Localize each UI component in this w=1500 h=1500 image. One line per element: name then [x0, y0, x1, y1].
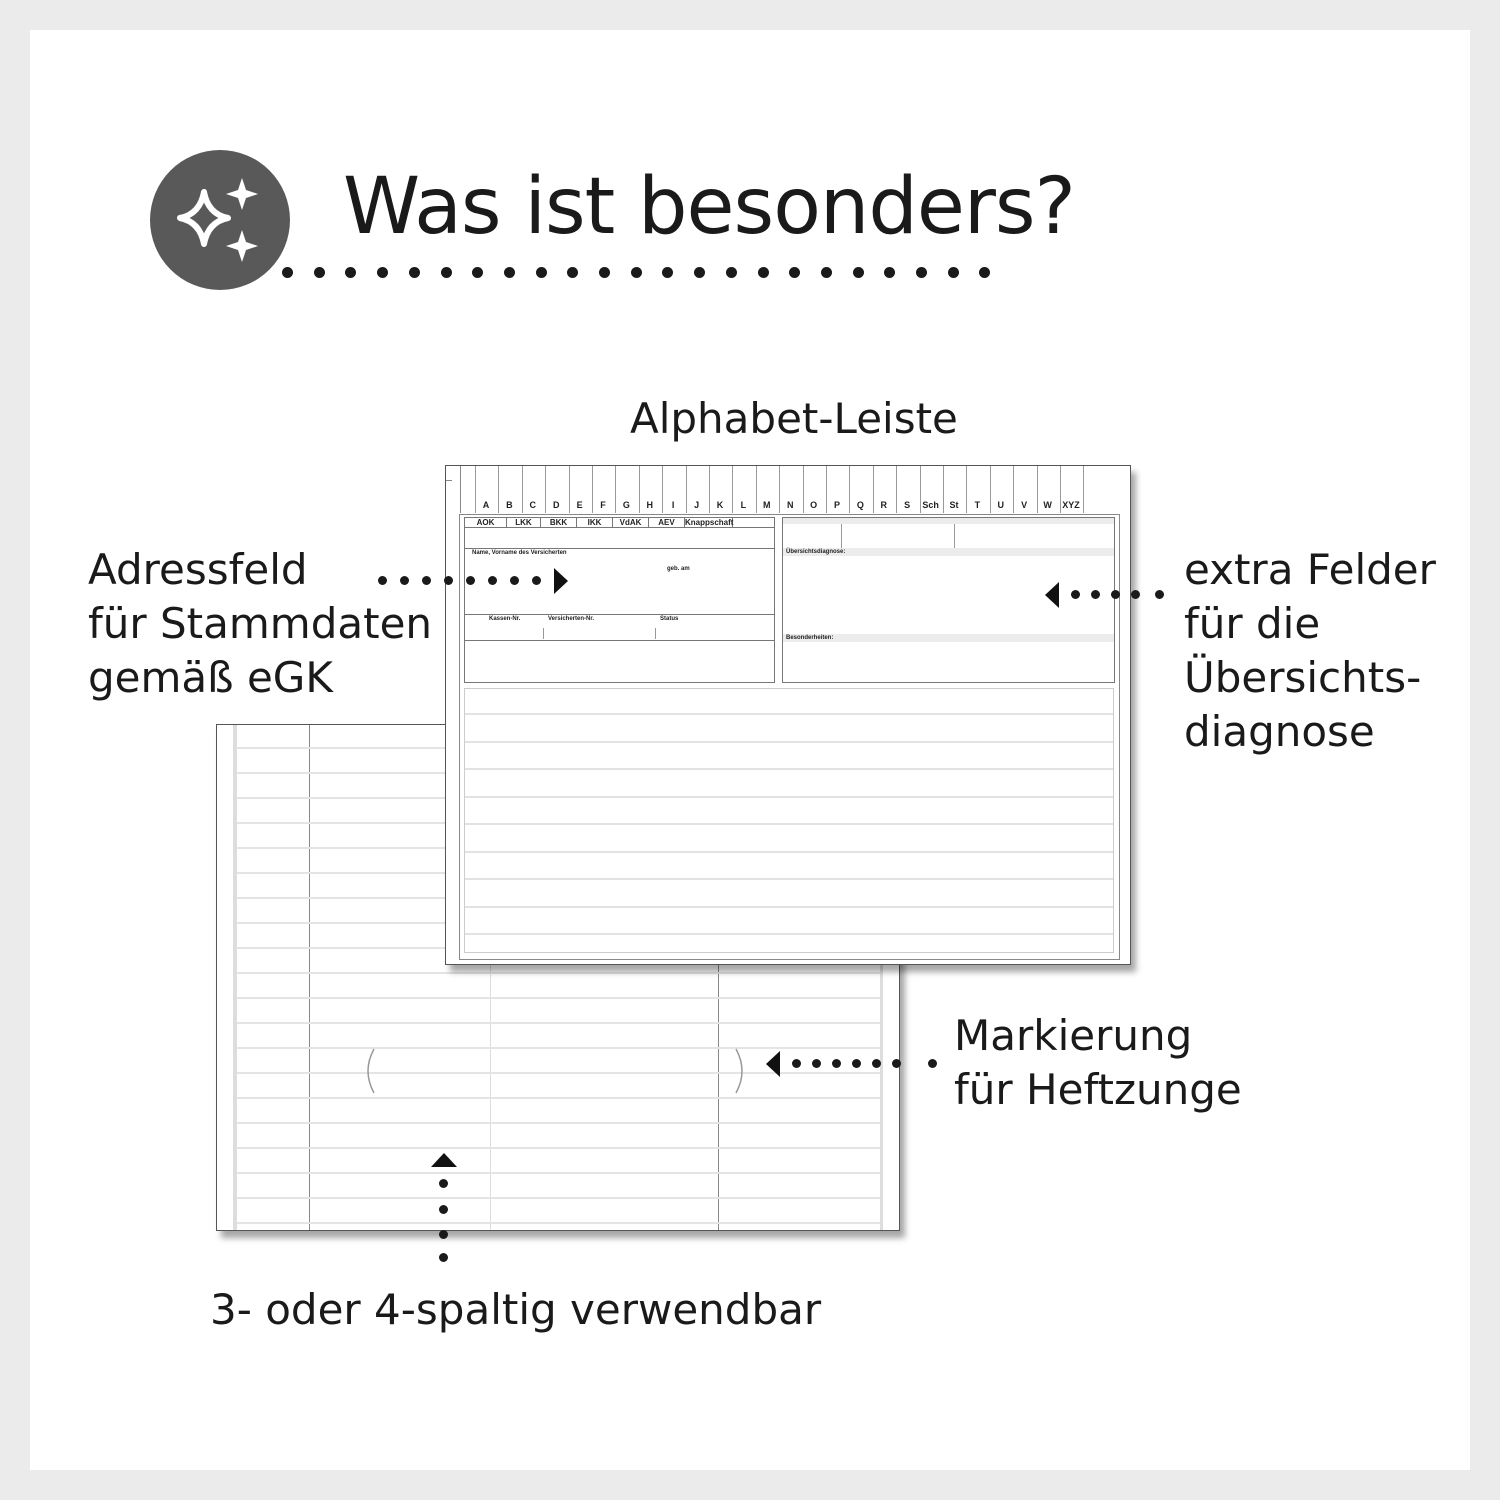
arrow-dot [1111, 590, 1120, 599]
arrow-dot [378, 576, 387, 585]
ruled-line [237, 972, 880, 974]
ruled-line [237, 1197, 880, 1199]
ruled-line [237, 1122, 880, 1124]
alphabet-tab-r[interactable]: R [880, 500, 888, 510]
alphabet-tab-i[interactable]: I [671, 500, 675, 510]
alphabet-tab-o[interactable]: O [810, 500, 818, 510]
extra-fields-label-line: für die [1184, 599, 1321, 648]
insurer-option: BKK [541, 518, 577, 527]
tab-mark-left-icon [362, 1047, 376, 1095]
arrow-dot [792, 1059, 801, 1068]
arrow-dot [488, 576, 497, 585]
tab-marking-label-line: für Heftzunge [954, 1065, 1242, 1114]
tab-mark-right-icon [734, 1047, 748, 1095]
alphabet-tab-e[interactable]: E [576, 500, 583, 510]
insurer-option: IKK [577, 518, 613, 527]
alphabet-tab-j[interactable]: J [694, 500, 700, 510]
insurer-option: AOK [465, 518, 507, 527]
underline-dot [314, 267, 325, 278]
extra-fields-label-line: extra Felder [1184, 545, 1436, 594]
arrow-dot [532, 576, 541, 585]
name-label: Name, Vorname des Versicherten [472, 550, 567, 556]
arrow-dot [400, 576, 409, 585]
underline-dot [536, 267, 547, 278]
insurer-option: LKK [507, 518, 541, 527]
underline-dot [853, 267, 864, 278]
extra-fields-label-line: Übersichts- [1184, 653, 1422, 702]
arrow-dot [439, 1179, 448, 1188]
ruled-line [465, 713, 1113, 715]
alphabet-tab-n[interactable]: N [786, 500, 794, 510]
alphabet-tab-k[interactable]: K [716, 500, 724, 510]
underline-dot [821, 267, 832, 278]
arrow-dot [1091, 590, 1100, 599]
arrow-up-icon [429, 1145, 459, 1175]
underline-dot [441, 267, 452, 278]
alphabet-bar-label: Alphabet-Leiste [630, 394, 958, 443]
arrow-dot [439, 1230, 448, 1239]
arrow-dot [1131, 590, 1140, 599]
ruled-line [465, 796, 1113, 798]
sparkles-icon [150, 150, 290, 290]
alphabet-tab-l[interactable]: L [740, 500, 747, 510]
arrow-dot [1071, 590, 1080, 599]
address-field-label-line: für Stammdaten [88, 599, 433, 648]
alphabet-tab-q[interactable]: Q [856, 500, 864, 510]
dob-label: geb. am [667, 566, 690, 572]
ruled-line [465, 933, 1113, 935]
alphabet-tab-f[interactable]: F [600, 500, 606, 510]
alphabet-tab-g[interactable]: G [622, 500, 630, 510]
ruled-line [237, 1172, 880, 1174]
ruled-line [465, 906, 1113, 908]
tab-marking-label [954, 1009, 1242, 1117]
columns-label: 3- oder 4-spaltig verwendbar [210, 1285, 822, 1334]
arrow-dot [832, 1059, 841, 1068]
underline-dot [916, 267, 927, 278]
ruled-line [237, 1097, 880, 1099]
notes-area [464, 688, 1114, 953]
ruled-line [237, 997, 880, 999]
arrow-dot [892, 1059, 901, 1068]
insurer-option: AEV [649, 518, 685, 527]
ruled-line [465, 768, 1113, 770]
underline-dot [409, 267, 420, 278]
arrow-dot [439, 1253, 448, 1262]
insurer-row-rule [465, 527, 774, 528]
arrow-right-icon [546, 566, 576, 596]
alphabet-tab-t[interactable]: T [974, 500, 981, 510]
alphabet-tab-c[interactable]: C [529, 500, 537, 510]
insurer-option: Knappschaft [685, 518, 734, 527]
address-field-label [88, 543, 432, 705]
front-card [445, 465, 1131, 965]
arrow-dot [422, 576, 431, 585]
ruled-line [465, 851, 1113, 853]
ruled-line [237, 1022, 880, 1024]
arrow-dot [510, 576, 519, 585]
underline-dot [631, 267, 642, 278]
underline-dot [726, 267, 737, 278]
alphabet-tab-v[interactable]: V [1021, 500, 1028, 510]
arrow-dot [872, 1059, 881, 1068]
page-title: Was ist besonders? [343, 162, 1075, 252]
alphabet-tab-h[interactable]: H [646, 500, 654, 510]
arrow-dot [812, 1059, 821, 1068]
ruled-line [465, 878, 1113, 880]
ruled-line [237, 1222, 880, 1224]
underline-dot [599, 267, 610, 278]
alphabet-tab-m[interactable]: M [763, 500, 771, 510]
overview-diagnosis-label: Übersichtsdiagnose: [786, 549, 846, 555]
alphabet-tab-w[interactable]: W [1043, 500, 1052, 510]
arrow-left-icon [758, 1049, 788, 1079]
alphabet-tab-st[interactable]: St [949, 500, 959, 510]
alphabet-tab-b[interactable]: B [506, 500, 513, 510]
underline-dot [948, 267, 959, 278]
address-field [464, 517, 775, 683]
arrow-dot [466, 576, 475, 585]
ruled-line [465, 741, 1113, 743]
alphabet-tab-xyz[interactable]: XYZ [1062, 500, 1080, 510]
status-label: Status [660, 616, 679, 622]
underline-dot [758, 267, 769, 278]
tab-marking-label-line: Markierung [954, 1011, 1193, 1060]
arrow-dot [444, 576, 453, 585]
extra-fields-label [1184, 543, 1436, 759]
arrow-dot [439, 1205, 448, 1214]
sparkles-badge [150, 150, 290, 290]
ruled-line [237, 1147, 880, 1149]
alphabet-tab-s[interactable]: S [904, 500, 911, 510]
special-notes-label: Besonderheiten: [786, 635, 834, 641]
underline-dot [282, 267, 293, 278]
extra-fields-label-line: diagnose [1184, 707, 1375, 756]
ruled-line [465, 823, 1113, 825]
address-field-label-line: Adressfeld [88, 545, 308, 594]
alphabet-tab-p[interactable]: P [833, 500, 840, 510]
insurer-option: VdAK [613, 518, 649, 527]
address-field-label-line: gemäß eGK [88, 653, 333, 702]
arrow-dot [852, 1059, 861, 1068]
alphabet-tab-d[interactable]: D [552, 500, 560, 510]
underline-dot [504, 267, 515, 278]
alphabet-tab-a[interactable]: A [482, 500, 490, 510]
alphabet-divider [1083, 466, 1084, 513]
alphabet-tab-u[interactable]: U [997, 500, 1005, 510]
arrow-dot [928, 1059, 937, 1068]
alphabet-tab-sch[interactable]: Sch [922, 500, 939, 510]
insured-number-label: Versicherten-Nr. [548, 616, 595, 622]
insurer-number-label: Kassen-Nr. [489, 616, 521, 622]
arrow-left-icon [1037, 580, 1067, 610]
arrow-dot [1155, 590, 1164, 599]
